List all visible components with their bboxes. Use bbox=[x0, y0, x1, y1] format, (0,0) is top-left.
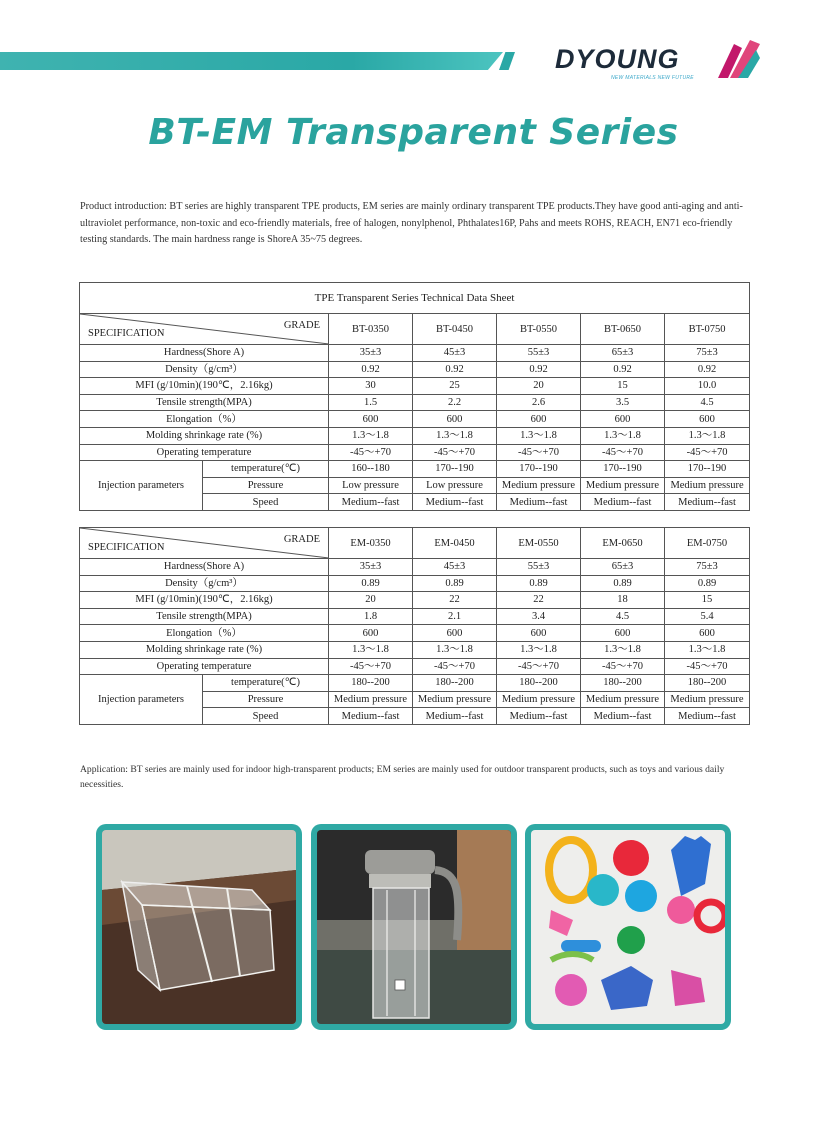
em-data-table bbox=[79, 527, 749, 725]
page-title: BT-EM Transparent Series bbox=[148, 112, 679, 153]
value-cell: 600 bbox=[581, 411, 665, 428]
value-cell: 180--200 bbox=[665, 675, 750, 692]
value-cell: 20 bbox=[329, 592, 413, 609]
brand-logo bbox=[555, 38, 770, 86]
table-row bbox=[80, 361, 750, 378]
value-cell: 4.5 bbox=[581, 608, 665, 625]
brand-tagline: NEW MATERIALS NEW FUTURE bbox=[611, 75, 694, 81]
value-cell: 0.89 bbox=[665, 575, 750, 592]
row-label: Tensile strength(MPA) bbox=[80, 608, 329, 625]
table-row bbox=[80, 658, 750, 675]
value-cell: Medium--fast bbox=[581, 494, 665, 511]
value-cell: 22 bbox=[413, 592, 497, 609]
value-cell: 15 bbox=[581, 378, 665, 395]
value-cell: 180--200 bbox=[497, 675, 581, 692]
grade-cell: EM-0350 bbox=[329, 528, 413, 559]
value-cell: 0.89 bbox=[329, 575, 413, 592]
value-cell: -45～+70 bbox=[665, 444, 750, 461]
value-cell: Medium pressure bbox=[413, 691, 497, 708]
grade-cell: BT-0750 bbox=[665, 314, 750, 345]
value-cell: 180--200 bbox=[413, 675, 497, 692]
value-cell: 1.3～1.8 bbox=[413, 427, 497, 444]
value-cell: Medium--fast bbox=[497, 494, 581, 511]
value-cell: 1.3～1.8 bbox=[413, 641, 497, 658]
colorful-toys-photo bbox=[525, 824, 731, 1030]
specification-label: SPECIFICATION bbox=[88, 542, 165, 553]
value-cell: 45±3 bbox=[413, 345, 497, 362]
value-cell: 160--180 bbox=[329, 461, 413, 478]
value-cell: Medium pressure bbox=[329, 691, 413, 708]
logo-mark-icon bbox=[712, 38, 762, 82]
value-cell: -45～+70 bbox=[329, 658, 413, 675]
transparent-box-photo bbox=[96, 824, 302, 1030]
value-cell: 600 bbox=[329, 625, 413, 642]
value-cell: -45～+70 bbox=[581, 658, 665, 675]
value-cell: 35±3 bbox=[329, 345, 413, 362]
grade-cell: BT-0350 bbox=[329, 314, 413, 345]
bt-data-table bbox=[79, 282, 749, 511]
value-cell: -45～+70 bbox=[413, 444, 497, 461]
value-cell: Medium pressure bbox=[497, 691, 581, 708]
value-cell: Medium--fast bbox=[581, 708, 665, 725]
value-cell: 0.92 bbox=[497, 361, 581, 378]
grade-label: GRADE bbox=[283, 320, 320, 331]
value-cell: 20 bbox=[497, 378, 581, 395]
value-cell: 75±3 bbox=[665, 559, 750, 576]
value-cell: 180--200 bbox=[581, 675, 665, 692]
value-cell: 65±3 bbox=[581, 559, 665, 576]
header-bar-accent bbox=[499, 52, 515, 70]
value-cell: 2.6 bbox=[497, 394, 581, 411]
value-cell: 65±3 bbox=[581, 345, 665, 362]
value-cell: 10.0 bbox=[665, 378, 750, 395]
product-introduction: Product introduction: BT series are highly transparent TPE products, EM series are mainly ordinary transparent TPE products.They have good anti-aging and anti-ultraviolet performance, non-toxic and eco-friendly materials, free of halogen, nonylphenol, Phthalates16P, Pahs and meets ROHS, REACH, EN71 eco-friendly testing standards. The main hardness range is ShoreA 35~75 degrees. bbox=[80, 201, 743, 245]
value-cell: 600 bbox=[329, 411, 413, 428]
row-label: Elongation（%） bbox=[80, 625, 329, 642]
value-cell: 600 bbox=[665, 625, 750, 642]
table-row bbox=[80, 625, 750, 642]
value-cell: 1.3～1.8 bbox=[497, 427, 581, 444]
row-label: Hardness(Shore A) bbox=[80, 345, 329, 362]
value-cell: -45～+70 bbox=[665, 658, 750, 675]
row-label: Operating temperature bbox=[80, 444, 329, 461]
specification-label: SPECIFICATION bbox=[88, 328, 165, 339]
grade-cell: EM-0450 bbox=[413, 528, 497, 559]
value-cell: Medium--fast bbox=[329, 708, 413, 725]
transparent-box-image bbox=[102, 830, 296, 1024]
grade-cell: EM-0650 bbox=[581, 528, 665, 559]
value-cell: 600 bbox=[581, 625, 665, 642]
row-label: Density（g/cm³） bbox=[80, 575, 329, 592]
value-cell: 0.89 bbox=[497, 575, 581, 592]
table-row bbox=[80, 394, 750, 411]
row-label: Molding shrinkage rate (%) bbox=[80, 641, 329, 658]
value-cell: Medium--fast bbox=[413, 708, 497, 725]
value-cell: 15 bbox=[665, 592, 750, 609]
injection-label: Injection parameters bbox=[80, 675, 203, 725]
grade-spec-header bbox=[80, 528, 329, 559]
value-cell: 3.5 bbox=[581, 394, 665, 411]
value-cell: Medium--fast bbox=[497, 708, 581, 725]
value-cell: 0.89 bbox=[413, 575, 497, 592]
value-cell: 55±3 bbox=[497, 345, 581, 362]
table-caption: TPE Transparent Series Technical Data Sheet bbox=[80, 283, 750, 314]
grade-cell: EM-0550 bbox=[497, 528, 581, 559]
value-cell: 55±3 bbox=[497, 559, 581, 576]
row-label: Elongation（%） bbox=[80, 411, 329, 428]
grade-spec-header bbox=[80, 314, 329, 345]
transparent-jug-image bbox=[317, 830, 511, 1024]
row-label: temperature(℃) bbox=[203, 461, 329, 478]
table-row bbox=[80, 461, 750, 478]
value-cell: 600 bbox=[413, 411, 497, 428]
value-cell: Medium--fast bbox=[665, 708, 750, 725]
table-row bbox=[80, 592, 750, 609]
value-cell: 1.3～1.8 bbox=[581, 641, 665, 658]
value-cell: -45～+70 bbox=[497, 444, 581, 461]
value-cell: Medium pressure bbox=[581, 691, 665, 708]
value-cell: 1.3～1.8 bbox=[665, 427, 750, 444]
table-row bbox=[80, 559, 750, 576]
value-cell: Medium--fast bbox=[665, 494, 750, 511]
value-cell: 600 bbox=[665, 411, 750, 428]
table-row bbox=[80, 378, 750, 395]
injection-label: Injection parameters bbox=[80, 461, 203, 511]
grade-cell: BT-0550 bbox=[497, 314, 581, 345]
table-row bbox=[80, 411, 750, 428]
grade-cell: BT-0650 bbox=[581, 314, 665, 345]
table-row bbox=[80, 444, 750, 461]
value-cell: 1.3～1.8 bbox=[329, 427, 413, 444]
value-cell: -45～+70 bbox=[413, 658, 497, 675]
value-cell: 3.4 bbox=[497, 608, 581, 625]
row-label: Hardness(Shore A) bbox=[80, 559, 329, 576]
value-cell: Medium pressure bbox=[665, 691, 750, 708]
value-cell: 18 bbox=[581, 592, 665, 609]
value-cell: 1.5 bbox=[329, 394, 413, 411]
row-label: Pressure bbox=[203, 477, 329, 494]
table-row bbox=[80, 575, 750, 592]
value-cell: 22 bbox=[497, 592, 581, 609]
application-text: Application: BT series are mainly used for indoor high-transparent products; EM series are mainly used for outdoor transparent products, such as toys and various daily necessities. bbox=[80, 764, 725, 790]
value-cell: 0.92 bbox=[413, 361, 497, 378]
value-cell: 2.2 bbox=[413, 394, 497, 411]
value-cell: 1.3～1.8 bbox=[581, 427, 665, 444]
value-cell: 170--190 bbox=[497, 461, 581, 478]
row-label: Speed bbox=[203, 708, 329, 725]
value-cell: 600 bbox=[497, 625, 581, 642]
value-cell: 0.92 bbox=[329, 361, 413, 378]
value-cell: 45±3 bbox=[413, 559, 497, 576]
grade-cell: EM-0750 bbox=[665, 528, 750, 559]
value-cell: -45～+70 bbox=[497, 658, 581, 675]
value-cell: Medium--fast bbox=[329, 494, 413, 511]
value-cell: 600 bbox=[497, 411, 581, 428]
value-cell: Medium pressure bbox=[581, 477, 665, 494]
value-cell: 0.92 bbox=[581, 361, 665, 378]
value-cell: 600 bbox=[413, 625, 497, 642]
value-cell: Medium pressure bbox=[665, 477, 750, 494]
value-cell: 2.1 bbox=[413, 608, 497, 625]
table-row bbox=[80, 641, 750, 658]
row-label: temperature(℃) bbox=[203, 675, 329, 692]
row-label: Tensile strength(MPA) bbox=[80, 394, 329, 411]
row-label: Speed bbox=[203, 494, 329, 511]
grade-cell: BT-0450 bbox=[413, 314, 497, 345]
row-label: MFI (g/10min)(190℃，2.16kg) bbox=[80, 378, 329, 395]
value-cell: 170--190 bbox=[413, 461, 497, 478]
value-cell: 30 bbox=[329, 378, 413, 395]
row-label: Molding shrinkage rate (%) bbox=[80, 427, 329, 444]
value-cell: 170--190 bbox=[665, 461, 750, 478]
value-cell: 1.3～1.8 bbox=[665, 641, 750, 658]
row-label: MFI (g/10min)(190℃，2.16kg) bbox=[80, 592, 329, 609]
value-cell: 5.4 bbox=[665, 608, 750, 625]
value-cell: Medium--fast bbox=[413, 494, 497, 511]
grade-label: GRADE bbox=[283, 534, 320, 545]
table-row bbox=[80, 608, 750, 625]
value-cell: 1.8 bbox=[329, 608, 413, 625]
value-cell: 0.89 bbox=[581, 575, 665, 592]
value-cell: 35±3 bbox=[329, 559, 413, 576]
value-cell: 0.92 bbox=[665, 361, 750, 378]
value-cell: 1.3～1.8 bbox=[329, 641, 413, 658]
table-row bbox=[80, 427, 750, 444]
value-cell: -45～+70 bbox=[581, 444, 665, 461]
value-cell: Medium pressure bbox=[497, 477, 581, 494]
transparent-jug-photo bbox=[311, 824, 517, 1030]
value-cell: -45～+70 bbox=[329, 444, 413, 461]
value-cell: 4.5 bbox=[665, 394, 750, 411]
value-cell: 75±3 bbox=[665, 345, 750, 362]
header-bar bbox=[0, 52, 503, 70]
colorful-toys-image bbox=[531, 830, 725, 1024]
table-row bbox=[80, 345, 750, 362]
brand-name: DYOUNG bbox=[555, 44, 680, 74]
value-cell: Low pressure bbox=[413, 477, 497, 494]
value-cell: 170--190 bbox=[581, 461, 665, 478]
row-label: Density（g/cm³） bbox=[80, 361, 329, 378]
table-row bbox=[80, 675, 750, 692]
row-label: Operating temperature bbox=[80, 658, 329, 675]
value-cell: 180--200 bbox=[329, 675, 413, 692]
row-label: Pressure bbox=[203, 691, 329, 708]
value-cell: Low pressure bbox=[329, 477, 413, 494]
value-cell: 1.3～1.8 bbox=[497, 641, 581, 658]
value-cell: 25 bbox=[413, 378, 497, 395]
